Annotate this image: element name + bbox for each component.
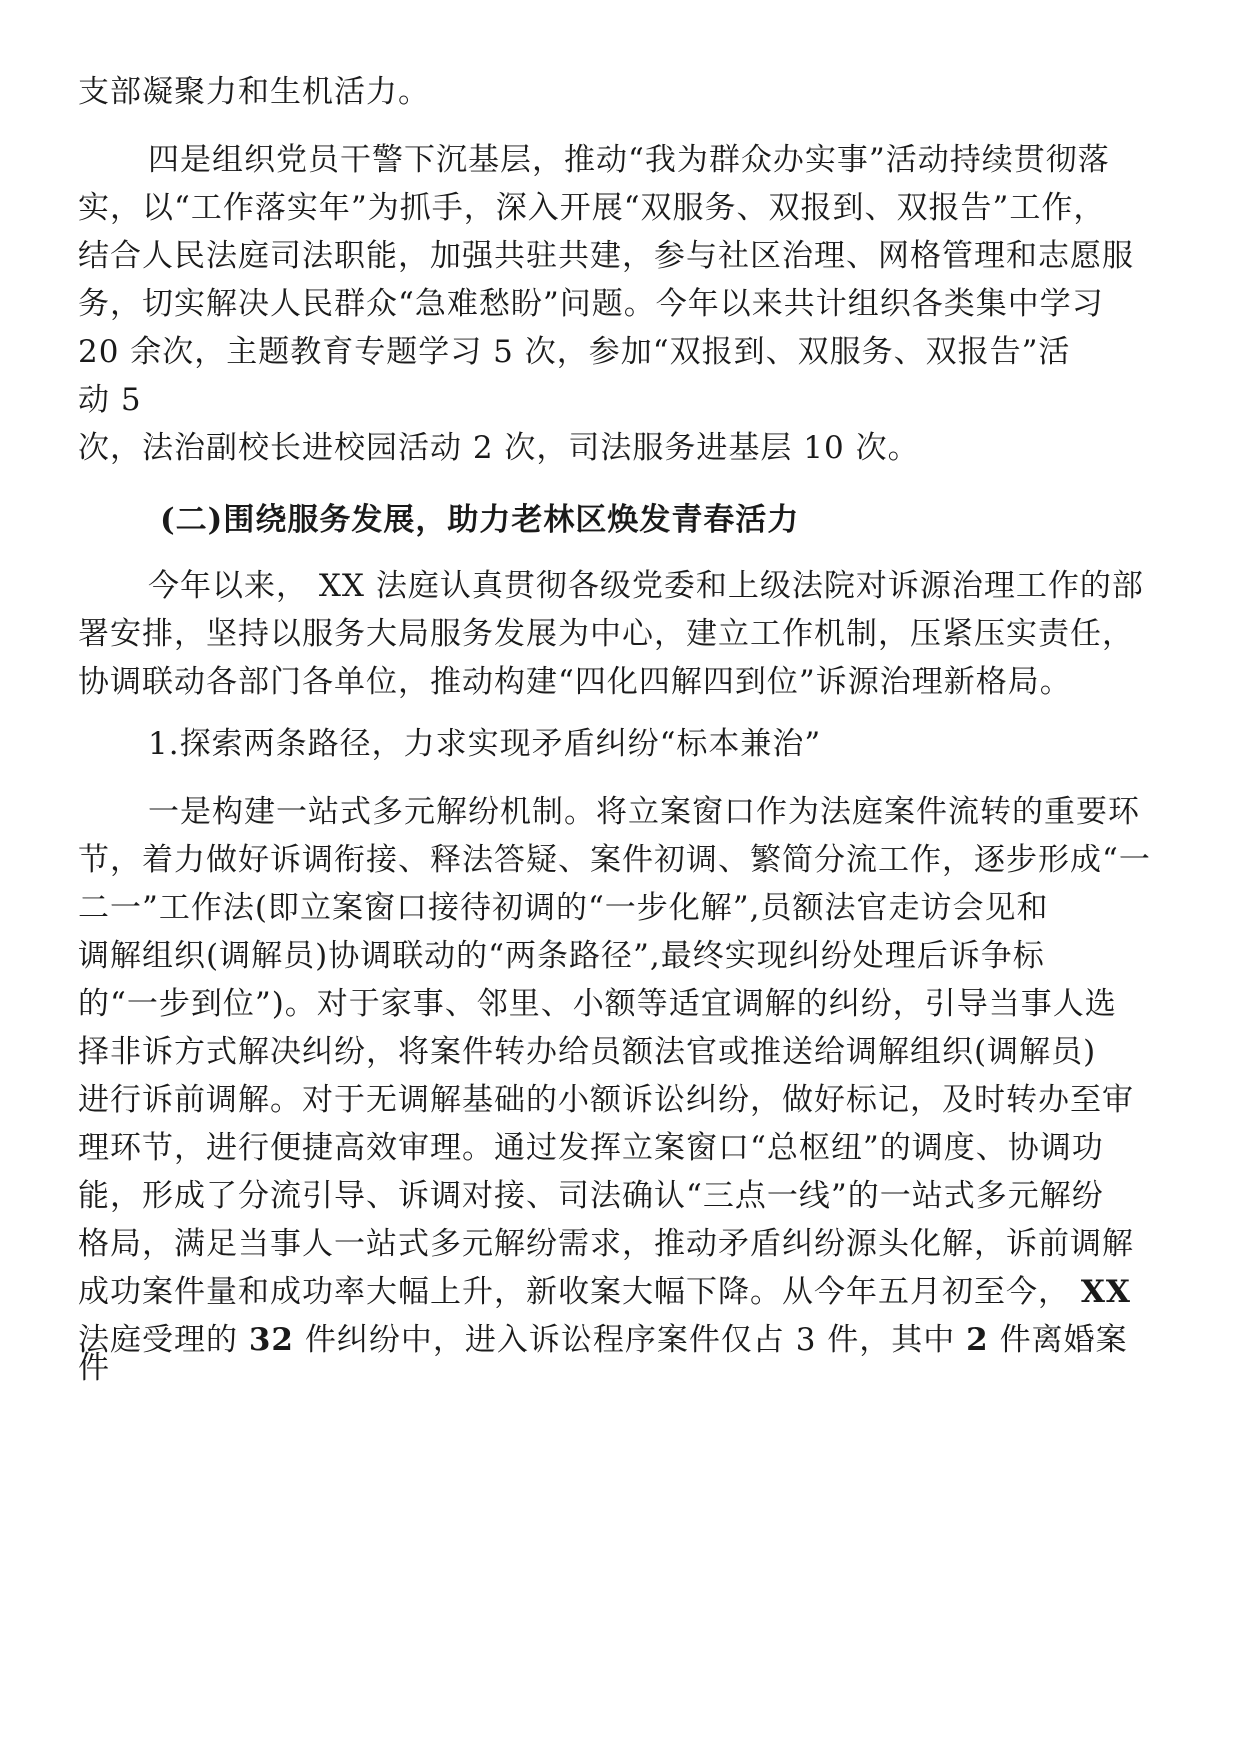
text-line-24: 件 [78,1350,110,1386]
text-line-11: 协调联动各部门各单位，推动构建“四化四解四到位”诉源治理新格局。 [78,664,1072,700]
text-line-7: 动 5 [78,382,142,418]
text-line-21: 格局，满足当事人一站式多元解纷需求，推动矛盾纠纷源头化解，诉前调解 [78,1226,1134,1262]
text-run-bold: 32 [248,1322,294,1358]
text-line-9: 今年以来， XX 法庭认真贯彻各级党委和上级法院对诉源治理工作的部 [148,568,1144,604]
text-line-2: 四是组织党员干警下沉基层，推动“我为群众办实事”活动持续贯彻落 [148,142,1110,178]
text-run: 件离婚案 [999,1322,1128,1358]
text-run-bold: XX [1080,1274,1131,1310]
text-run: 成功案件量和成功率大幅上升，新收案大幅下降。从今年五月初至今， [78,1274,1070,1310]
text-run: 法庭受理的 [78,1322,238,1358]
text-line-14: 二一”工作法(即立案窗口接待初调的“一步化解”,员额法官走访会见和 [78,890,1049,926]
text-line-6: 20 余次，主题教育专题学习 5 次，参加“双报到、双服务、双报告”活 [78,334,1071,370]
text-line-20: 能，形成了分流引导、诉调对接、司法确认“三点一线”的一站式多元解纷 [78,1178,1104,1214]
text-line-15: 调解组织(调解员)协调联动的“两条路径”,最终实现纠纷处理后诉争标 [78,938,1045,974]
text-line-22 [78,1272,1131,1312]
text-line-13: 节，着力做好诉调衔接、释法答疑、案件初调、繁简分流工作，逐步形成“一 [78,842,1151,878]
text-line-17: 择非诉方式解决纠纷，将案件转办给员额法官或推送给调解组织(调解员) [78,1034,1097,1070]
text-line-10: 署安排，坚持以服务大局服务发展为中心，建立工作机制，压紧压实责任， [78,616,1134,652]
text-run-bold: 2 [966,1322,989,1358]
section-heading: (二)围绕服务发展，助力老林区焕发青春活力 [160,502,800,538]
text-line-8: 次，法治副校长进校园活动 2 次，司法服务进基层 10 次。 [78,430,920,466]
subsection-heading: 1.探索两条路径，力求实现矛盾纠纷“标本兼治” [148,726,822,762]
text-line-18: 进行诉前调解。对于无调解基础的小额诉讼纠纷，做好标记，及时转办至审 [78,1082,1134,1118]
text-line-16: 的“一步到位”)。对于家事、邻里、小额等适宜调解的纠纷，引导当事人选 [78,986,1117,1022]
text-line-23 [78,1320,1128,1360]
text-line-19: 理环节，进行便捷高效审理。通过发挥立案窗口“总枢纽”的调度、协调功 [78,1130,1104,1166]
text-line-12: 一是构建一站式多元解纷机制。将立案窗口作为法庭案件流转的重要环 [148,794,1140,830]
text-run: 件纠纷中，进入诉讼程序案件仅占 3 件，其中 [304,1322,956,1358]
text-line-1: 支部凝聚力和生机活力。 [78,74,430,110]
text-line-5: 务，切实解决人民群众“急难愁盼”问题。今年以来共计组织各类集中学习 [78,286,1104,322]
text-line-4: 结合人民法庭司法职能，加强共驻共建，参与社区治理、网格管理和志愿服 [78,238,1134,274]
text-line-3: 实，以“工作落实年”为抓手，深入开展“双服务、双报到、双报告”工作， [78,190,1106,226]
